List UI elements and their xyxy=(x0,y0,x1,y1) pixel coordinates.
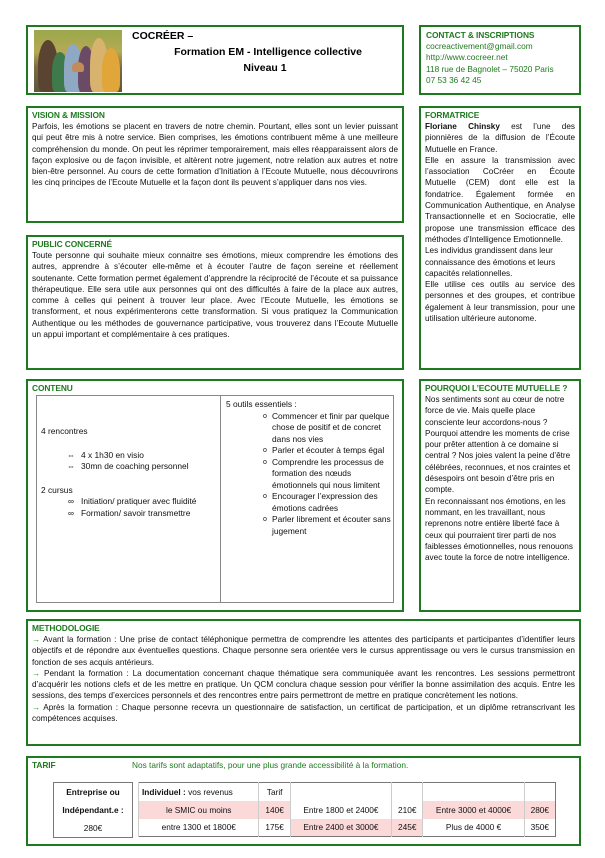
outils-item xyxy=(258,411,393,446)
methodologie-title: METHODOLOGIE xyxy=(32,623,100,633)
contenu-table xyxy=(36,395,394,603)
rencontres-label: 4 rencontres xyxy=(41,426,88,436)
pourquoi-box xyxy=(419,379,581,612)
formatrice-name: Floriane Chinsky xyxy=(425,122,500,131)
vision-title: VISION & MISSION xyxy=(32,110,105,120)
empty-cell xyxy=(290,783,391,801)
methodologie-box xyxy=(26,619,581,746)
rencontres-item-text: 30mn de coaching personnel xyxy=(81,461,189,471)
income-range-cell: entre 1300 et 1800€ xyxy=(139,819,259,837)
double-arrow-icon: ⇔ xyxy=(66,449,76,460)
formatrice-p1-text: est l’une des pionnières de la diffusion de l’Écoute Mutuelle en France. xyxy=(425,122,575,154)
outils-item xyxy=(258,514,393,537)
income-range-cell: Entre 2400 et 3000€ xyxy=(290,819,391,837)
tarif-title: TARIF xyxy=(32,760,56,770)
empty-cell xyxy=(392,783,423,801)
income-range-cell: Entre 3000 et 4000€ xyxy=(423,801,524,819)
circle-bullet-icon: o xyxy=(263,458,267,466)
outils-item-text: Parler et écouter à temps égal xyxy=(272,445,385,455)
entreprise-label-2: Indépendant.e : xyxy=(62,805,124,815)
cursus-item xyxy=(61,496,220,508)
double-arrow-icon: ⇔ xyxy=(66,461,76,471)
circle-bullet-icon: o xyxy=(263,412,267,420)
contact-title: CONTACT & INSCRIPTIONS xyxy=(426,30,535,40)
individuel-price-table xyxy=(138,782,556,837)
outils-item-text: Commencer et finir par quelque chose de positif et de concret dans nos vies xyxy=(272,410,390,444)
empty-cell xyxy=(524,783,555,801)
arrow-right-icon: → xyxy=(32,635,44,644)
price-cell: 175€ xyxy=(259,819,290,837)
methodologie-item-text: Après la formation : Chaque personne recevra un questionnaire de satisfaction, un certificat de participation, et un diplôme retranscrivant les compétences acquises. xyxy=(32,702,575,724)
header-box xyxy=(26,25,404,95)
empty-cell xyxy=(423,783,524,801)
formatrice-p3: Les individus grandissent dans leur connaissance des émotions et leurs capacités relationnelles. xyxy=(425,246,556,278)
individuel-header-rest: vos revenus xyxy=(185,786,233,797)
outils-item-text: Parler librement et écouter sans jugement xyxy=(272,514,391,536)
outils-label: 5 outils essentiels : xyxy=(226,399,297,409)
cursus-label: 2 cursus xyxy=(41,484,73,495)
methodologie-item xyxy=(32,634,575,668)
price-cell: 280€ xyxy=(524,801,555,819)
cursus-item-text: Initiation/ pratiquer avec fluidité xyxy=(81,496,197,506)
circle-bullet-icon: o xyxy=(263,447,267,454)
contenu-title: CONTENU xyxy=(32,383,73,393)
contact-email-link[interactable]: cocreactivement@gmail.com xyxy=(426,41,533,51)
contact-address: 118 rue de Bagnolet – 75020 Paris xyxy=(426,63,554,74)
public-text: Toute personne qui souhaite mieux connaitre ses émotions, mieux comprendre les émotions des autres, apprendre à s’écouter elle-même et à écouter l’autre de façon sereine et réellement soutenante. Cette formation permet également d’apprendre la réciprocité de l’écoute et sa puissance thérapeutique. Elle sera utile aux personnes qui ont des difficultés à faire de la place aux autres, comme à celles qui peinent à trouver leur place. Avec l’Ecoute Mutuelle, les émotions se transforment, et nous expérimenterons cette transformation. Si vous pratiquez la Communication Authentique ou les méthodes de gouvernance participative, vous trouverez dans l’Ecoute Mutuelle un appui important et complémentaire à ces pratiques. xyxy=(32,251,398,340)
income-range-cell: Entre 1800 et 2400€ xyxy=(290,801,391,819)
pourquoi-p1: Nos sentiments sont au cœur de notre force de vie. Mais quelle place consciente leur accordons-nous ? Pourquoi attendre les moments de crise pour prêter attention à ce domaine si central ? Nos joies valent la peine d’être célébrées, reconnues, et nos craintes et désespoirs ont besoin d’être pris en compte. xyxy=(425,395,571,495)
methodologie-item-text: Avant la formation : Une prise de contact téléphonique permettra de comprendre les attentes des participants et participantes d’identifier leurs objectifs et de répondre aux éventuelles questions. Chaque personne sera orientée vers le cursus apprentissage ou vers le cursus transmission en fonction de ses acquis antérieurs. xyxy=(32,635,575,667)
formatrice-box xyxy=(419,106,581,370)
price-cell: 350€ xyxy=(524,819,555,837)
pourquoi-p2: En reconnaissant nos émotions, en les nommant, en les travaillant, nous reprenons notre entière liberté face à ceux qui pourraient tirer parti de nos faiblesses émotionnelles, nous renouons avec toute la force de notre intelligence. xyxy=(425,496,573,563)
individuel-price-row xyxy=(139,819,556,837)
outils-item xyxy=(258,491,393,514)
outils-item xyxy=(258,457,393,492)
contact-box xyxy=(419,25,581,95)
outils-item-text: Comprendre les processus de formation des nœuds émotionnels qui nous limitent xyxy=(272,456,384,490)
header-title-level: Niveau 1 xyxy=(243,62,287,74)
vision-mission-box xyxy=(26,106,404,223)
price-cell: 245€ xyxy=(392,819,423,837)
public-concerne-box xyxy=(26,235,404,370)
outils-item xyxy=(258,445,393,457)
formatrice-p4: Elle utilise ces outils au service des personnes et des groupes, et contribue également à leur transmission, pour une utilisation ultérieure autonome. xyxy=(425,280,575,324)
tarif-note: Nos tarifs sont adaptatifs, pour une plus grande accessibilité à la formation. xyxy=(132,760,409,770)
price-cell: 140€ xyxy=(259,801,290,819)
rencontres-list xyxy=(41,450,220,473)
individuel-header-row xyxy=(139,783,556,801)
rencontres-item xyxy=(61,450,220,462)
group-photo-image xyxy=(34,30,122,92)
arrow-right-icon: → xyxy=(32,702,44,712)
methodologie-item xyxy=(32,668,575,702)
infinity-icon: ∞ xyxy=(68,496,74,506)
formatrice-p1 xyxy=(425,121,575,155)
contact-phone: 07 53 36 42 45 xyxy=(426,74,482,85)
circle-bullet-icon: o xyxy=(263,516,267,523)
outils-list xyxy=(226,411,393,538)
header-title-formation: Formation EM - Intelligence collective xyxy=(174,46,362,58)
individuel-header-bold: Individuel : xyxy=(142,786,186,797)
individuel-price-row xyxy=(139,801,556,819)
price-cell: 210€ xyxy=(392,801,423,819)
circle-bullet-icon: o xyxy=(263,493,267,500)
formatrice-title: FORMATRICE xyxy=(425,110,480,120)
tarif-header: Tarif xyxy=(259,783,290,801)
header-title-org: COCRÉER – xyxy=(132,30,194,42)
rencontres-item xyxy=(61,461,220,473)
outils-item-text: Encourager l’expression des émotions cadrées xyxy=(272,491,378,513)
methodologie-list xyxy=(32,634,575,724)
rencontres-item-text: 4 x 1h30 en visio xyxy=(81,449,144,460)
cursus-item-text: Formation/ savoir transmettre xyxy=(81,507,191,518)
contenu-box xyxy=(26,379,404,612)
vision-text: Parfois, les émotions se placent en travers de notre chemin. Pourtant, elles sont un levier puissant qui peut être mis à notre service. Bien comprises, les émotions contribuent même à une meilleure compréhension du monde. On peut les réprimer temporairement, mais elles réapparaissent alors de façon explosive ou de façon invisible, et altèrent notre jugement, notre relation aux autres et notre bien-être personnel. Au cours de cette formation d’Initiation à l’Ecoute Mutuelle, nous découvrirons les cinq principes de l’Ecoute Mutuelle et la façon dont ils peuvent s’appliquer dans nos vies. xyxy=(32,122,398,188)
formatrice-p2: Elle en assure la transmission avec l’association CoCréer en Écoute Mutuelle (CEM) dont elle est la fondatrice. Également formée en Communication Authentique, en Analyse Transactionnelle et en Sociocratie, elle propose une transmission efficace des méthodes d’Intelligence Emotionnelle. xyxy=(425,155,575,244)
contenu-left-column xyxy=(37,396,221,602)
arrow-right-icon: → xyxy=(32,668,45,678)
cursus-list xyxy=(41,496,220,519)
contenu-right-column xyxy=(221,396,393,602)
public-title: PUBLIC CONCERNÉ xyxy=(32,239,112,249)
income-range-cell: Plus de 4000 € xyxy=(423,819,524,837)
methodologie-item xyxy=(32,702,575,725)
entreprise-price-table xyxy=(53,782,133,838)
entreprise-price: 280€ xyxy=(83,823,103,833)
entreprise-label-1: Entreprise ou xyxy=(66,787,120,797)
income-range-cell: le SMIC ou moins xyxy=(139,801,259,819)
tarif-box xyxy=(26,756,581,846)
cursus-item xyxy=(61,508,220,520)
methodologie-item-text: Pendant la formation : La documentation concernant chaque thématique sera communiquée avant les rencontres. Les sessions permettront d’acquérir les notions clefs et de les mettre en pratique. Un QCM conclura chaque session pour vérifier la bonne assimilation des acquis. Entre les sessions, des temps d’exercices personnels et des rencontres entre pairs permettront de mettre en pratique concrètement les notions. xyxy=(32,668,576,701)
pourquoi-title: POURQUOI L’ECOUTE MUTUELLE ? xyxy=(425,383,568,393)
contact-website-link[interactable]: http://www.cocreer.net xyxy=(426,52,508,63)
individuel-header xyxy=(139,783,259,801)
infinity-icon: ∞ xyxy=(68,507,74,518)
